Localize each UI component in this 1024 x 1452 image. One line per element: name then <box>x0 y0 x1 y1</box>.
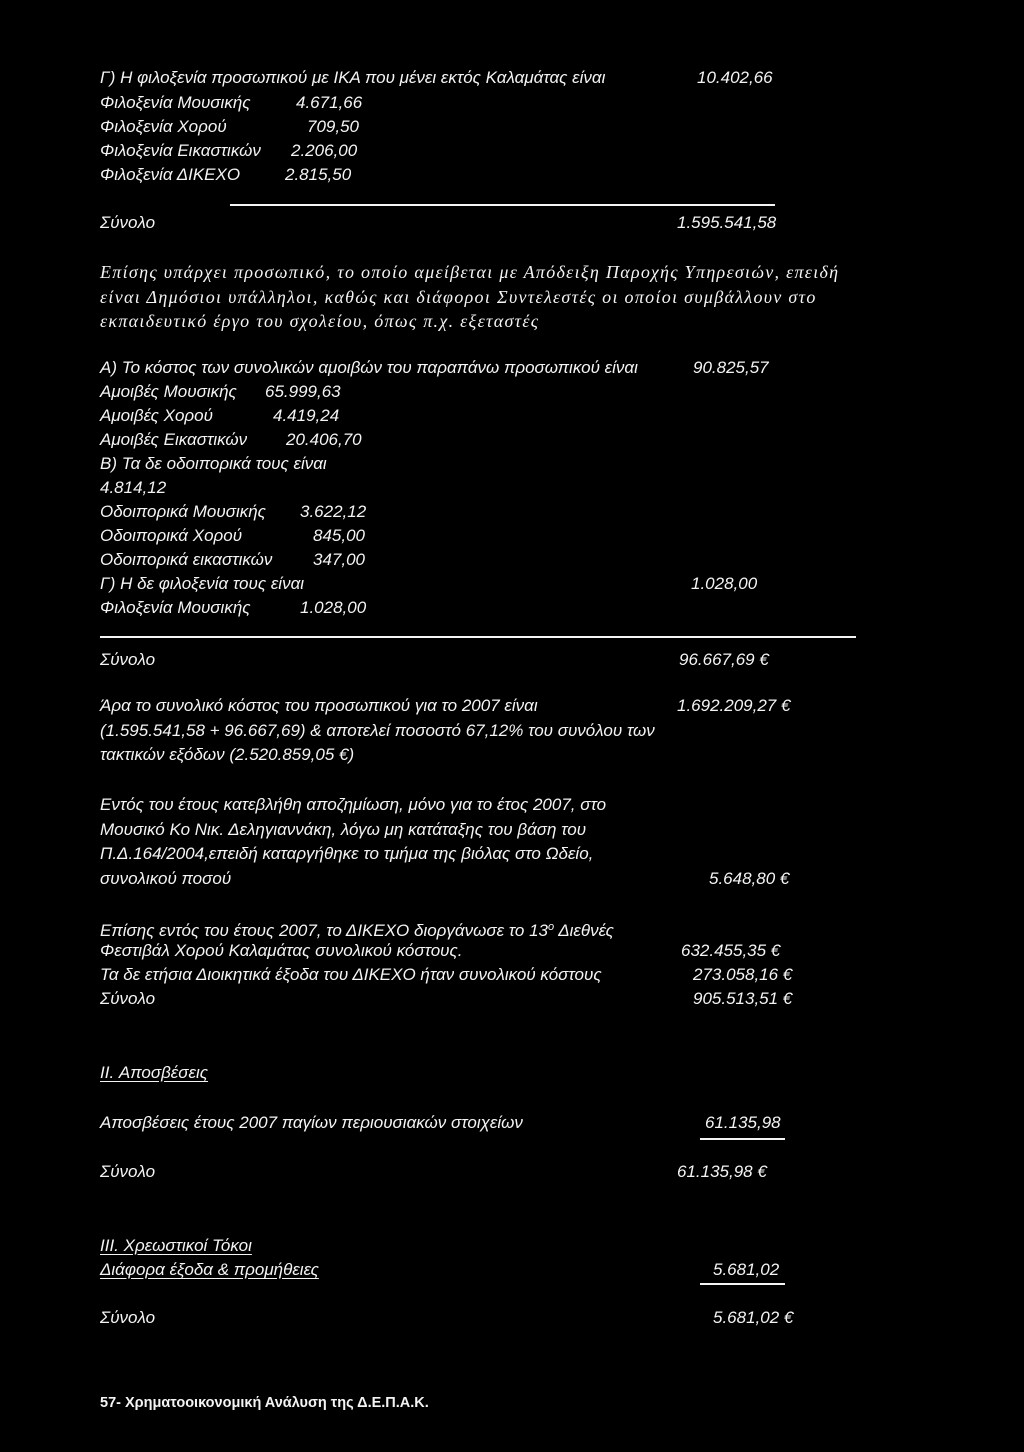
item-label: Φιλοξενία Χορού <box>100 117 227 136</box>
divider-rule <box>700 1138 785 1140</box>
admin-expenses-amount: 273.058,16 € <box>693 965 793 984</box>
section-b-amount: 4.814,12 <box>100 478 167 497</box>
paragraph-line: εκπαιδευτικό έργο του σχολείου, όπως π.χ. εξεταστές <box>100 311 540 331</box>
item-label: Οδοιπορικά Χορού <box>100 526 243 545</box>
total-amount: 1.595.541,58 <box>677 213 777 232</box>
section-c-amount: 1.028,00 <box>691 574 758 593</box>
item-label: Αμοιβές Χορού <box>100 406 213 425</box>
divider-rule <box>100 636 856 638</box>
divider-rule <box>230 204 775 206</box>
interest-amount: 5.681,02 <box>713 1260 780 1279</box>
divider-rule <box>700 1283 785 1285</box>
item-amount: 4.419,24 <box>273 406 340 425</box>
item-label: Οδοιπορικά εικαστικών <box>100 550 273 569</box>
compensation-amount: 5.648,80 € <box>709 869 790 888</box>
item-amount: 65.999,63 <box>265 382 341 401</box>
total-label: Σύνολο <box>100 989 156 1008</box>
item-amount: 1.028,00 <box>300 598 367 617</box>
item-label: Φιλοξενία Εικαστικών <box>100 141 261 160</box>
item-amount: 2.206,00 <box>291 141 358 160</box>
section-a-amount: 90.825,57 <box>693 358 769 377</box>
section-c-heading: Γ) Η δε φιλοξενία τους είναι <box>100 574 305 593</box>
ordinal-superscript: ο <box>548 921 555 933</box>
interest-label: Διάφορα έξοδα & προμήθειες <box>100 1260 319 1279</box>
section-b-heading: Β) Τα δε οδοιπορικά τους είναι <box>100 454 327 473</box>
compensation-line: Μουσικό Κο Νικ. Δεληγιαννάκη, λόγω μη κατάταξης του βάση του <box>100 820 587 839</box>
item-amount: 2.815,50 <box>285 165 352 184</box>
depreciation-label: Αποσβέσεις έτους 2007 παγίων περιουσιακών στοιχείων <box>100 1113 523 1132</box>
section-heading: II. Αποσβέσεις <box>100 1063 209 1082</box>
summary-line: τακτικών εξόδων (2.520.859,05 €) <box>100 745 355 764</box>
compensation-label: συνολικού ποσού <box>100 869 232 888</box>
item-label: Οδοιπορικά Μουσικής <box>100 502 266 521</box>
summary-amount: 1.692.209,27 € <box>677 696 791 715</box>
ika-hospitality-amount: 10.402,66 <box>697 68 773 87</box>
compensation-line: Π.Δ.164/2004,επειδή καταργήθηκε το τμήμα της βιόλας στο Ωδείο, <box>100 844 594 863</box>
festival-line <box>100 916 614 942</box>
item-label: Φιλοξενία Μουσικής <box>100 93 251 112</box>
item-label: Φιλοξενία ΔΙΚΕΧΟ <box>100 165 241 184</box>
total-label: Σύνολο <box>100 650 156 669</box>
summary-line: Άρα το συνολικό κόστος του προσωπικού για το 2007 είναι <box>100 696 538 715</box>
total-amount: 905.513,51 € <box>693 989 793 1008</box>
total-label: Σύνολο <box>100 1308 156 1327</box>
item-label: Αμοιβές Εικαστικών <box>100 430 248 449</box>
item-amount: 845,00 <box>313 526 365 545</box>
section-heading: III. Χρεωστικοί Τόκοι <box>100 1236 252 1255</box>
festival-line: Φεστιβάλ Χορού Καλαμάτας συνολικού κόστους. <box>100 941 463 960</box>
admin-expenses-line: Τα δε ετήσια Διοικητικά έξοδα του ΔΙΚΕΧΟ ήταν συνολικού κόστους <box>100 965 602 984</box>
festival-line-text: Διεθνές <box>554 921 614 940</box>
summary-line: (1.595.541,58 + 96.667,69) & αποτελεί ποσοστό 67,12% του συνόλου των <box>100 721 655 740</box>
total-amount: 61.135,98 € <box>677 1162 767 1181</box>
total-amount: 96.667,69 € <box>679 650 769 669</box>
item-amount: 3.622,12 <box>300 502 367 521</box>
item-amount: 20.406,70 <box>286 430 362 449</box>
total-label: Σύνολο <box>100 1162 156 1181</box>
paragraph-line: είναι Δημόσιοι υπάλληλοι, καθώς και διάφοροι Συντελεστές οι οποίοι συμβάλλουν στο <box>100 287 817 307</box>
paragraph-line: Επίσης υπάρχει προσωπικό, το οποίο αμείβεται με Απόδειξη Παροχής Υπηρεσιών, επειδή <box>100 262 840 282</box>
page-footer: 57- Χρηματοοικονομική Ανάλυση της Δ.Ε.Π.Α.Κ. <box>100 1395 429 1411</box>
total-amount: 5.681,02 € <box>713 1308 794 1327</box>
festival-line-text: Επίσης εντός του έτους 2007, το ΔΙΚΕΧΟ διοργάνωσε το 13 <box>100 921 549 940</box>
section-a-heading: Α) Το κόστος των συνολικών αμοιβών του παραπάνω προσωπικού είναι <box>100 358 638 377</box>
item-label: Φιλοξενία Μουσικής <box>100 598 251 617</box>
item-label: Αμοιβές Μουσικής <box>100 382 237 401</box>
item-amount: 4.671,66 <box>296 93 363 112</box>
item-amount: 709,50 <box>307 117 359 136</box>
compensation-line: Εντός του έτους κατεβλήθη αποζημίωση, μόνο για το έτος 2007, στο <box>100 795 607 814</box>
depreciation-amount: 61.135,98 <box>705 1113 781 1132</box>
ika-hospitality-heading: Γ) Η φιλοξενία προσωπικού με ΙΚΑ που μένει εκτός Καλαμάτας είναι <box>100 68 606 87</box>
festival-amount: 632.455,35 € <box>681 941 781 960</box>
total-label: Σύνολο <box>100 213 156 232</box>
item-amount: 347,00 <box>313 550 365 569</box>
